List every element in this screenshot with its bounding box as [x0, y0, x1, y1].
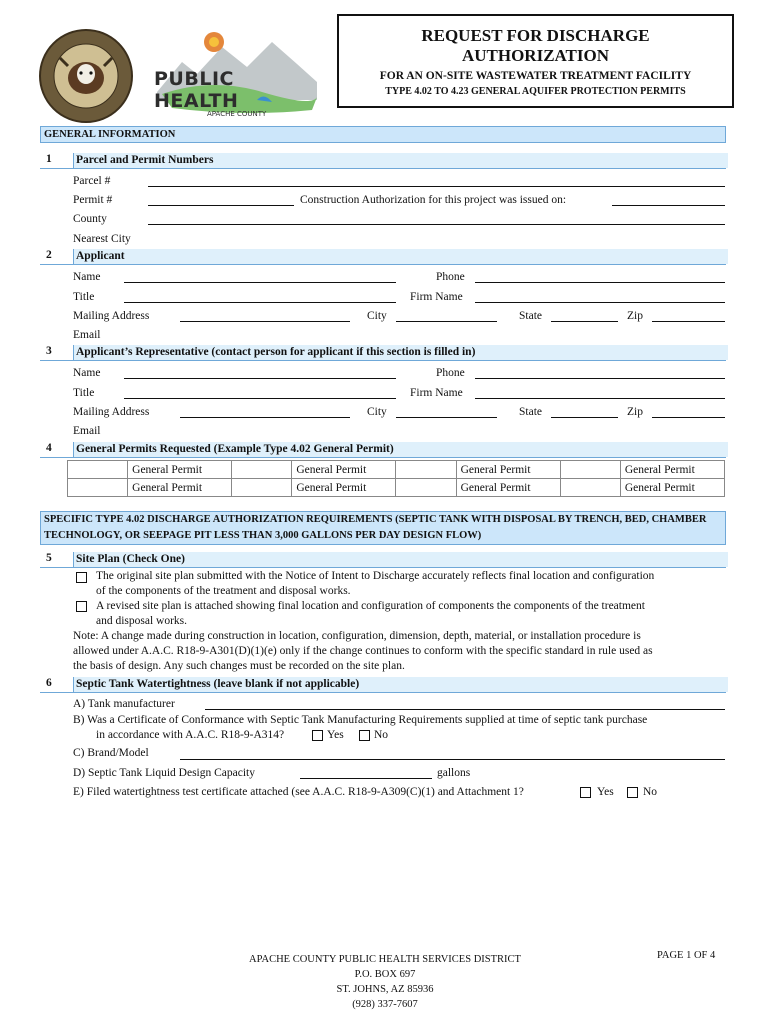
rep-name-label: Name: [73, 367, 101, 379]
design-capacity-label: D) Septic Tank Liquid Design Capacity: [73, 767, 255, 779]
note-line-1: Note: A change made during construction in location, configuration, dimension, depth, material, or installation procedure is: [73, 630, 641, 642]
rep-firm-label: Firm Name: [410, 387, 463, 399]
permit-entry-cell[interactable]: [68, 479, 128, 497]
rep-state-label: State: [519, 406, 542, 418]
original-site-plan-checkbox[interactable]: [76, 572, 87, 583]
rep-email-label: Email: [73, 425, 101, 437]
section-general-information: GENERAL INFORMATION: [40, 126, 726, 143]
table-row: [68, 479, 725, 497]
page-number: PAGE 1 OF 4: [657, 950, 716, 961]
ph-logo-subtext: APACHE COUNTY: [207, 110, 267, 118]
footer-address: [230, 954, 540, 1010]
section-title: Site Plan (Check One): [73, 552, 728, 567]
section-4-header: [40, 440, 726, 458]
footer-line-2: P.O. BOX 697: [354, 969, 416, 980]
rep-state-field[interactable]: [551, 417, 618, 418]
applicant-zip-label: Zip: [627, 310, 643, 322]
tank-manufacturer-label: A) Tank manufacturer: [73, 698, 175, 710]
opt1-line-1: The original site plan submitted with the Notice of Intent to Discharge accurately reflects final location and configuration: [96, 570, 655, 582]
applicant-state-field[interactable]: [551, 321, 618, 322]
opt2-line-2: and disposal works.: [96, 615, 188, 627]
nearest-city-label: Nearest City: [73, 233, 131, 245]
rep-title-label: Title: [73, 387, 95, 399]
watertightness-yes-checkbox[interactable]: [580, 787, 591, 798]
permit-entry-cell[interactable]: [560, 479, 620, 497]
applicant-firm-label: Firm Name: [410, 291, 463, 303]
specific-heading-line-2: TECHNOLOGY, OR SEEPAGE PIT LESS THAN 3,000 GALLONS PER DAY DESIGN FLOW): [44, 530, 482, 541]
section-1-header: [40, 151, 726, 169]
certificate-no-checkbox[interactable]: [359, 730, 370, 741]
applicant-mailing-label: Mailing Address: [73, 310, 150, 322]
public-health-logo: [152, 22, 322, 122]
section-title: Applicant: [73, 249, 728, 264]
applicant-state-label: State: [519, 310, 542, 322]
applicant-name-label: Name: [73, 271, 101, 283]
permit-label-cell: General Permit: [128, 479, 232, 497]
permit-entry-cell[interactable]: [68, 461, 128, 479]
watertightness-yes-label: Yes: [597, 786, 614, 798]
rep-phone-field[interactable]: [475, 378, 725, 379]
rep-mailing-field[interactable]: [180, 417, 350, 418]
permit-label-cell: General Permit: [292, 461, 396, 479]
section-6-header: [40, 675, 726, 693]
rep-city-label: City: [367, 406, 387, 418]
tank-manufacturer-field[interactable]: [205, 709, 725, 710]
watertightness-no-checkbox[interactable]: [627, 787, 638, 798]
subtitle-2: TYPE 4.02 TO 4.23 GENERAL AQUIFER PROTECTION PERMITS: [385, 86, 686, 97]
watertightness-no-label: No: [643, 786, 658, 798]
permit-label-cell: General Permit: [292, 479, 396, 497]
certificate-no-label: No: [374, 729, 389, 741]
ph-logo-text: PUBLIC HEALTH: [154, 68, 239, 112]
table-row: [68, 461, 725, 479]
permit-entry-cell[interactable]: [232, 461, 292, 479]
permit-field[interactable]: [148, 205, 294, 206]
certificate-question-line-1: B) Was a Certificate of Conformance with Septic Tank Manufacturing Requirements supplied at time of septic tank purchase: [73, 714, 648, 726]
opt2-line-1: A revised site plan is attached showing final location and configuration of components the components of the treatment: [96, 600, 645, 612]
note-line-3: the basis of design. Any such changes must be recorded on the site plan.: [73, 660, 405, 672]
permit-label-cell: General Permit: [128, 461, 232, 479]
specific-heading-line-1: SPECIFIC TYPE 4.02 DISCHARGE AUTHORIZATION REQUIREMENTS (SEPTIC TANK WITH DISPOSAL BY TRENCH, BED, CHAMBER: [44, 514, 707, 525]
applicant-title-label: Title: [73, 291, 95, 303]
construction-label: Construction Authorization for this project was issued on:: [300, 194, 567, 206]
rep-phone-label: Phone: [436, 367, 465, 379]
applicant-firm-field[interactable]: [475, 302, 725, 303]
brand-model-field[interactable]: [180, 759, 725, 760]
footer-line-4: (928) 337-7607: [352, 999, 418, 1010]
gallons-label: gallons: [437, 767, 471, 779]
section-title: Applicant’s Representative (contact person for applicant if this section is filled in): [73, 345, 728, 360]
county-label: County: [73, 213, 107, 225]
construction-date-field[interactable]: [612, 205, 725, 206]
section-number: 6: [46, 677, 52, 689]
section-title: General Permits Requested (Example Type 4.02 General Permit): [73, 442, 728, 457]
title-line-1: REQUEST FOR DISCHARGE: [421, 26, 650, 45]
design-capacity-field[interactable]: [300, 778, 432, 779]
applicant-phone-label: Phone: [436, 271, 465, 283]
rep-city-field[interactable]: [396, 417, 497, 418]
brand-model-label: C) Brand/Model: [73, 747, 149, 759]
permit-entry-cell[interactable]: [396, 479, 456, 497]
permit-label-cell: General Permit: [456, 461, 560, 479]
permit-label-cell: General Permit: [620, 479, 724, 497]
title-box: [337, 14, 734, 108]
applicant-city-field[interactable]: [396, 321, 497, 322]
footer-line-3: ST. JOHNS, AZ 85936: [336, 984, 434, 995]
permit-label-cell: General Permit: [620, 461, 724, 479]
parcel-label: Parcel #: [73, 175, 111, 187]
applicant-title-field[interactable]: [124, 302, 396, 303]
county-field[interactable]: [148, 224, 725, 225]
section-number: 3: [46, 345, 52, 357]
section-title: Parcel and Permit Numbers: [73, 153, 728, 168]
permit-entry-cell[interactable]: [396, 461, 456, 479]
permit-label: Permit #: [73, 194, 113, 206]
applicant-name-field[interactable]: [124, 282, 396, 283]
rep-mailing-label: Mailing Address: [73, 406, 150, 418]
apache-county-seal-logo: [38, 28, 134, 124]
rep-firm-field[interactable]: [475, 398, 725, 399]
rep-name-field[interactable]: [124, 378, 396, 379]
rep-zip-label: Zip: [627, 406, 643, 418]
applicant-city-label: City: [367, 310, 387, 322]
applicant-phone-field[interactable]: [475, 282, 725, 283]
title-line-2: AUTHORIZATION: [461, 46, 610, 65]
certificate-yes-label: Yes: [327, 729, 344, 741]
section-2-header: [40, 247, 726, 265]
permit-entry-cell[interactable]: [560, 461, 620, 479]
rep-title-field[interactable]: [124, 398, 396, 399]
revised-site-plan-checkbox[interactable]: [76, 601, 87, 612]
parcel-field[interactable]: [148, 186, 725, 187]
section-5-header: [40, 550, 726, 568]
applicant-email-label: Email: [73, 329, 101, 341]
section-title: Septic Tank Watertightness (leave blank if not applicable): [73, 677, 728, 692]
subtitle: FOR AN ON-SITE WASTEWATER TREATMENT FACILITY: [379, 70, 692, 82]
section-3-header: [40, 343, 726, 361]
permit-entry-cell[interactable]: [232, 479, 292, 497]
certificate-yes-checkbox[interactable]: [312, 730, 323, 741]
rep-zip-field[interactable]: [652, 417, 725, 418]
section-number: 2: [46, 249, 52, 261]
section-specific-requirements: [40, 511, 726, 545]
applicant-zip-field[interactable]: [652, 321, 725, 322]
section-number: 5: [46, 552, 52, 564]
opt1-line-2: of the components of the treatment and disposal works.: [96, 585, 351, 597]
permit-label-cell: General Permit: [456, 479, 560, 497]
certificate-question-line-2: in accordance with A.A.C. R18-9-A314?: [96, 729, 285, 741]
footer-line-1: APACHE COUNTY PUBLIC HEALTH SERVICES DISTRICT: [249, 954, 521, 965]
section-number: 1: [46, 153, 52, 165]
watertightness-label: E) Filed watertightness test certificate attached (see A.A.C. R18-9-A309(C)(1) and Attachment 1?: [73, 786, 524, 798]
section-number: 4: [46, 442, 52, 454]
note-line-2: allowed under A.A.C. R18-9-A301(D)(1)(e) only if the change continues to conform with the specific standard in rule used as: [73, 645, 653, 657]
general-permits-table: [67, 460, 725, 497]
applicant-mailing-field[interactable]: [180, 321, 350, 322]
